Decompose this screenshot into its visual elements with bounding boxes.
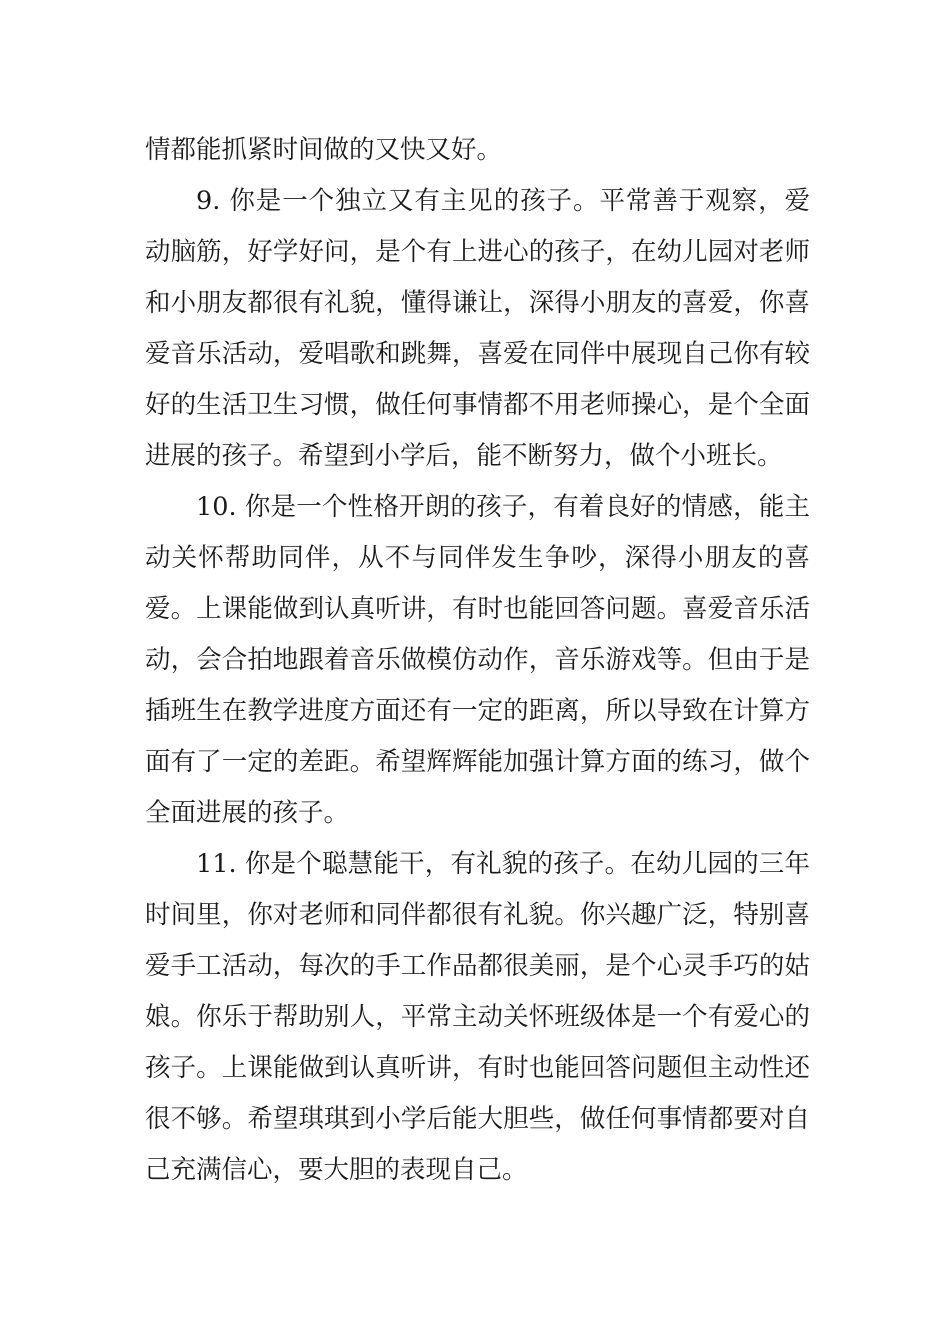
paragraph-item-11: 11. 你是个聪慧能干，有礼貌的孩子。在幼儿园的三年时间里，你对老师和同伴都很有礼貌。你兴趣广泛，特别喜爱手工活动，每次的手工作品都很美丽，是个心灵手巧的姑娘。你乐于帮助别人，平常主动关怀班级体是一个有爱心的孩子。上课能做到认真听讲，有时也能回答问题但主动性还很不够。希望琪琪到小学后能大胆些，做任何事情都要对自己充满信心，要大胆的表现自己。 (145, 849, 810, 1185)
paragraph-item-9: 9. 你是一个独立又有主见的孩子。平常善于观察，爱动脑筋，好学好问，是个有上进心的孩子，在幼儿园对老师和小朋友都很有礼貌，懂得谦让，深得小朋友的喜爱，你喜爱音乐活动，爱唱歌和跳舞，喜爱在同伴中展现自己你有较好的生活卫生习惯，做任何事情都不用老师操心，是个全面进展的孩子。希望到小学后，能不断努力，做个小班长。 (145, 186, 810, 471)
document-body (145, 125, 810, 1196)
paragraph-item-10: 10. 你是一个性格开朗的孩子，有着良好的情感，能主动关怀帮助同伴，从不与同伴发生争吵，深得小朋友的喜爱。上课能做到认真听讲，有时也能回答问题。喜爱音乐活动，会合拍地跟着音乐做模仿动作，音乐游戏等。但由于是插班生在教学进度方面还有一定的距离，所以导致在计算方面有了一定的差距。希望辉辉能加强计算方面的练习，做个全面进展的孩子。 (145, 492, 810, 828)
paragraph-continuation: 情都能抓紧时间做的又快又好。 (145, 135, 503, 165)
